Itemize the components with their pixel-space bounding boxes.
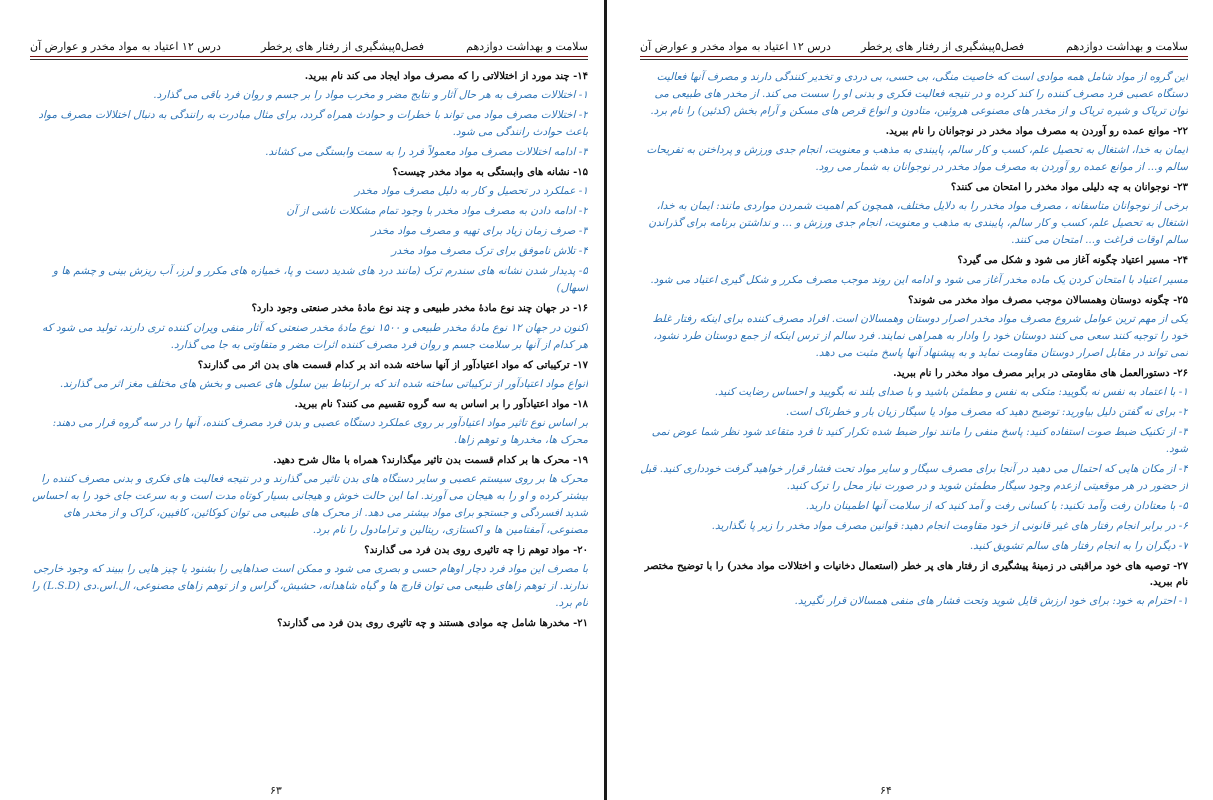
answer-text: ایمان به خدا، اشتغال به تحصیل علم، کسب و کار سالم، پایبندی به مذهب و معنویت، انجام جدی ورزش و پرداختن به تفریحات سالم و... از موانع عمده رو آوردن به مصرف مواد مخدر در نوجوانان به شمار می رود. xyxy=(646,144,1188,174)
answer-text: انواع مواد اعتیادآور از ترکیباتی ساخته شده اند که بر ارتباط بین سلول های عصبی و بخش های مختلف مغز اثر می گذارند. xyxy=(59,377,588,390)
question-text: ۲۷- توصیه های خود مراقبتی در زمینهٔ پیشگیری از رفتار های پر خطر (استعمال دخانیات و اختلالات مواد مخدر) را با توضیح مختصر نام ببرید. xyxy=(644,560,1188,589)
answer-text: محرک ها بر روی سیستم عصبی و سایر دستگاه های بدن تاثیر می گذارند و در نتیجه فعالیت های فکری و بدنی مصرف کننده را بیشتر کرده و او را به هیجان می آورند. اما این حالت خوش و هیجانی بسیار کوتاه مدت است و به سرعت جای خود را به احساس شدید افسردگی و جستجو برای مواد بیشتر می دهد. از محرک های طبیعی می توان کوکائین، کافیین، کراک و از مخدر های مصنوعی، آمفتامین ها و اکستازی، ریتالین و ترامادول را نام برد. xyxy=(32,473,588,537)
question-text: ۱۷- ترکیباتی که مواد اعتیادآور از آنها ساخته شده اند بر کدام قسمت های بدن اثر می گذارند؟ xyxy=(197,359,588,371)
answer-text: ۲- اختلالات مصرف مواد می تواند با خطرات و حوادث همراه گردد، برای مثال مبادرت به رانندگی به دنبال اختلالات مصرف مواد باعث حوادث رانندگی می شود. xyxy=(38,109,588,139)
question-text: ۱۴- چند مورد از اختلالاتی را که مصرف مواد ایجاد می کند نام ببرید. xyxy=(304,71,588,82)
question-item xyxy=(30,165,588,297)
answer-text: ۳- از تکنیک ضبط صوت استفاده کنید: پاسخ منفی را مانند نوار ضبط شده تکرار کنید تا فرد متقاعد شود نظر شما عوض نمی شود. xyxy=(651,425,1188,455)
answer-text: ۶- در برابر انجام رفتار های غیر قانونی از خود مقاومت انجام دهید: قوانین مصرف مواد مخدر را زیر پا نگذارید. xyxy=(711,519,1188,532)
header-book-title: سلامت و بهداشت دوازدهم xyxy=(1066,40,1188,53)
question-item xyxy=(640,559,1188,610)
answer-text: مسیر اعتیاد با امتحان کردن یک ماده مخدر آغاز می شود و ادامه این روند موجب مصرف مکرر و شکل گیری اعتیاد می شود. xyxy=(650,273,1188,286)
question-item xyxy=(30,301,588,353)
header-lesson: درس ۱۲ اعتیاد به مواد مخدر و عوارض آن xyxy=(640,40,831,53)
question-item xyxy=(640,180,1188,249)
answer-text: ۲- ادامه دادن به مصرف مواد مخدر با وجود تمام مشکلات ناشی از آن xyxy=(286,205,588,218)
page-number: ۶۳ xyxy=(270,784,282,797)
header-chapter: فصل۵پیشگیری از رفتار های پرخطر xyxy=(260,40,424,53)
header-chapter: فصل۵پیشگیری از رفتار های پرخطر xyxy=(860,40,1024,53)
question-item xyxy=(640,124,1188,176)
question-text: ۲۰- مواد توهم زا چه تاثیری روی بدن فرد می گذارند؟ xyxy=(364,545,588,557)
answer-text: ۱- اختلالات مصرف به هر حال آثار و نتایج مضر و مخرب مواد را بر جسم و روان فرد باقی می گذارد. xyxy=(153,89,588,102)
question-text: ۲۵- چگونه دوستان وهمسالان موجب مصرف مواد مخدر می شوند؟ xyxy=(908,294,1188,306)
answer-text: ۱- با اعتماد به نفس نه بگویید: متکی به نفس و مطمئن باشید و با صدای بلند نه بگویید و احساس رضایت کنید. xyxy=(714,385,1188,398)
answer-text: با مصرف این مواد فرد دچار اوهام حسی و بصری می شود و ممکن است صداهایی را بشنود یا چیز هایی را ببیند که وجود خارجی ندارند. از توهم زاهای طبیعی می توان قارچ ها و گیاه شاهدانه، حشیش، گراس و از توهم زاهای مصنوعی، ال.اس.دی (L.S.D) را نام برد. xyxy=(31,563,588,610)
question-text: ۱۸- مواد اعتیادآور را بر اساس به سه گروه تقسیم می کنند؟ نام ببرید. xyxy=(294,398,588,410)
answer-text: ۳- ادامه اختلالات مصرف مواد معمولاً فرد را به سمت وابستگی می کشاند. xyxy=(265,146,588,159)
answer-text: برخی از نوجوانان متاسفانه ، مصرف مواد مخدر را به دلایل مختلف، همچون کم اهمیت شمردن مواردی مانند: ایمان به خدا، اشتغال به تحصیل علم، کسب و کار سالم، پایبندی به مذهب و معنویت، انجام جدی ورزش و ... و نداشتن برنامه برای گذراندن سالم اوقات فراغت و... امتحان می کنند. xyxy=(648,200,1188,247)
answer-text: ۷- دیگران را به انجام رفتار های سالم تشویق کنید. xyxy=(969,539,1188,552)
answer-text: اکنون در جهان ۱۲ نوع مادهٔ مخدر طبیعی و ۱۵۰۰ نوع مادهٔ مخدر صنعتی که آثار منفی ویران کننده تری دارند، تولید می شود که هر کدام از آنها بر سلامت جسم و روان فرد مصرف کننده اثرات مضر و متفاوتی به جا می گذارد. xyxy=(42,321,588,351)
question-item xyxy=(640,366,1188,555)
question-item xyxy=(30,543,588,612)
question-text: ۱۶- در جهان چند نوع مادهٔ مخدر طبیعی و چند نوع مادهٔ مخدر صنعتی وجود دارد؟ xyxy=(251,303,588,315)
answer-text: بر اساس نوع تاثیر مواد اعتیادآور بر روی عملکرد دستگاه عصبی و بدن فرد مصرف کننده، آنها را در سه گروه قرار می دهند: محرک ها، مخدرها و توهم زاها. xyxy=(52,416,588,446)
question-item xyxy=(30,453,588,539)
question-item xyxy=(640,253,1188,288)
answer-text: ۴- تلاش ناموفق برای ترک مصرف مواد مخدر xyxy=(391,245,588,258)
header-book-title: سلامت و بهداشت دوازدهم xyxy=(466,40,588,53)
intro-paragraph: این گروه از مواد شامل همه موادی است که خاصیت منگی، بی حسی، بی دردی و تخدیر کنندگی دارند و مصرف آنها فعالیت دستگاه عصبی فرد مصرف کننده را کند کرده و در نتیجه فعالیت فکری و بدنی او را سست می کند. از مخدر های طبیعی می توان تریاک و شیره تریاک و از مخدر های مصنوعی هروئین، متادون و انواع قرص های مسکن و آرام بخش (کدئین) را نام برد. xyxy=(650,71,1188,117)
question-item xyxy=(30,397,588,449)
question-item xyxy=(640,293,1188,362)
answer-text: ۲- برای نه گفتن دلیل بیاورید: توضیح دهید که مصرف مواد یا سیگار زیان بار و خطرناک است. xyxy=(785,405,1188,418)
running-header xyxy=(30,0,588,57)
page-number: ۶۴ xyxy=(880,784,892,797)
question-text: ۲۳- نوجوانان به چه دلیلی مواد مخدر را امتحان می کنند؟ xyxy=(950,182,1188,194)
answer-text: ۳- صرف زمان زیاد برای تهیه و مصرف مواد مخدر xyxy=(371,225,588,238)
question-text: ۲۶- دستورالعمل های مقاومتی در برابر مصرف مواد مخدر را نام ببرید. xyxy=(893,367,1188,379)
running-header xyxy=(640,0,1188,57)
question-item xyxy=(30,69,588,161)
question-text: ۲۲- موانع عمده رو آوردن به مصرف مواد مخدر در نوجوانان را نام ببرید. xyxy=(885,126,1188,137)
page-gutter-divider xyxy=(604,0,607,800)
answer-text: ۱- احترام به خود: برای خود ارزش قایل شوید وتحت فشار های منفی همسالان قرار نگیرید. xyxy=(794,595,1188,608)
question-text: ۱۹- محرک ها بر کدام قسمت بدن تاثیر میگذارند؟ همراه با مثال شرح دهید. xyxy=(273,454,588,466)
right-page xyxy=(640,0,1188,800)
page-content xyxy=(640,57,1188,610)
header-lesson: درس ۱۲ اعتیاد به مواد مخدر و عوارض آن xyxy=(30,40,221,53)
question-text: ۱۵- نشانه های وابستگی به مواد مخدر چیست؟ xyxy=(392,167,588,179)
left-page xyxy=(30,0,588,800)
answer-text: یکی از مهم ترین عوامل شروع مصرف مواد مخدر اصرار دوستان وهمسالان است. افراد مصرف کننده برای اینکه رفتار غلط خود را توجیه کنند سعی می کنند دوستان خود را وادار به همراهی نمایند. فرد سالم از ترس اینکه از جمع دوستان طرد نشود، نمی تواند در مقابل اصرار دوستان مقاومت نماید و به پیشنهاد آنها پاسخ مثبت می دهد. xyxy=(652,312,1188,359)
answer-text: ۵- پدیدار شدن نشانه های سندرم ترک (مانند درد های شدید دست و پا، خمیازه های مکرر و لرز، آب ریزش بینی و چشم ها و اسهال) xyxy=(52,265,588,295)
question-item xyxy=(30,358,588,393)
answer-text: ۴- از مکان هایی که احتمال می دهید در آنجا برای مصرف سیگار و سایر مواد تحت فشار قرار خواهید گرفت خودداری کنید. قبل از حضور در هر موقعیتی ازعدم وجود سیگار مطمئن شوید و در صورت نیاز محل را ترک کنید. xyxy=(640,462,1188,492)
page-content xyxy=(30,57,588,633)
answer-text: ۱- عملکرد در تحصیل و کار به دلیل مصرف مواد مخدر xyxy=(354,185,588,198)
question-text: ۲۱- مخدرها شامل چه موادی هستند و چه تاثیری روی بدن فرد می گذارند؟ xyxy=(277,618,588,630)
question-item xyxy=(30,616,588,632)
answer-text: ۵- با معتادان رفت وآمد نکنید: با کسانی رفت و آمد کنید که از سلامت آنها اطمینان دارید. xyxy=(805,499,1188,512)
question-text: ۲۴- مسیر اعتیاد چگونه آغاز می شود و شکل می گیرد؟ xyxy=(957,255,1188,267)
